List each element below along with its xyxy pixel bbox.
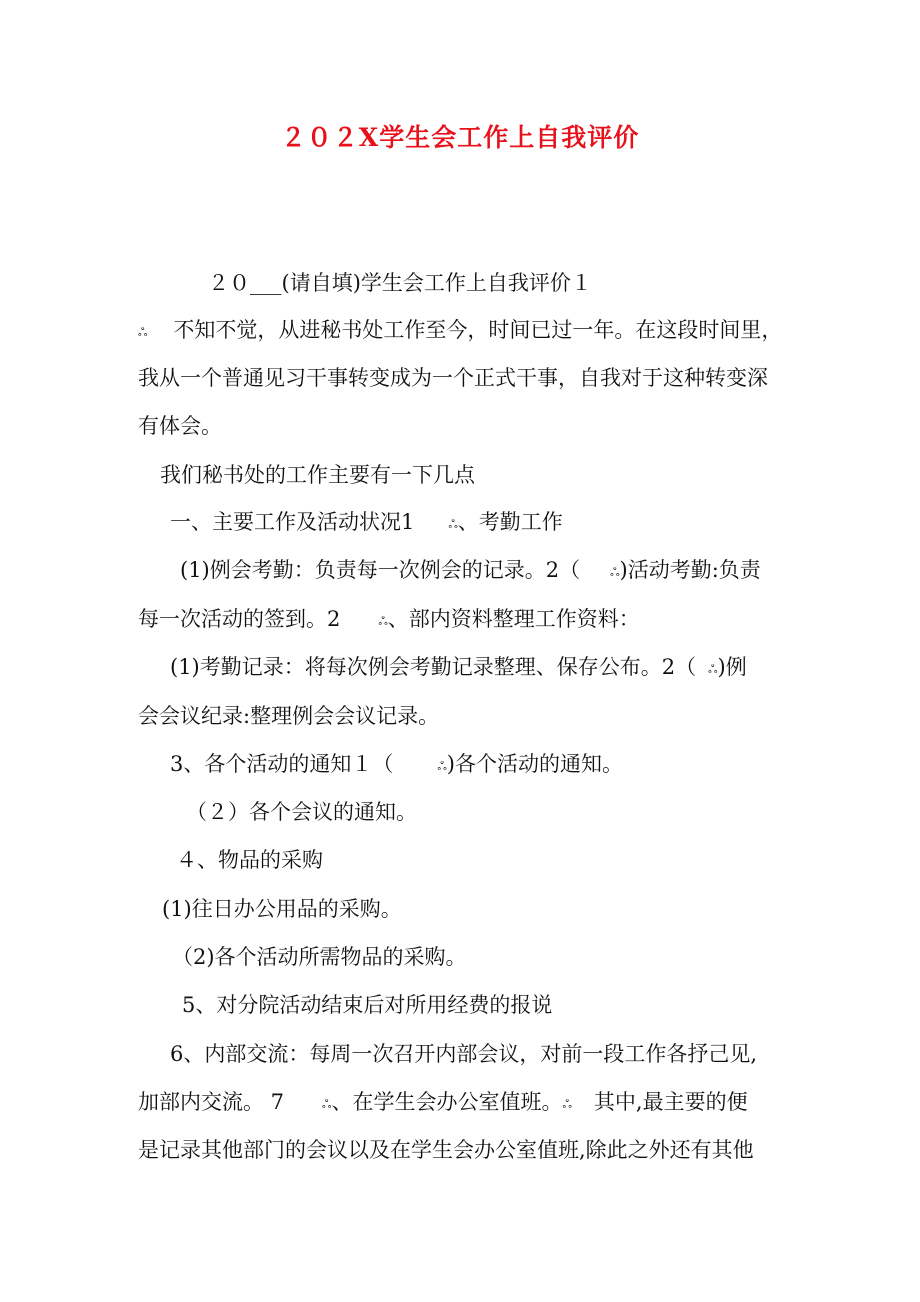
bullet-symbol-icon: ஃ: [562, 1096, 572, 1111]
paragraph-line: 我从一个普通见习干事转变成为一个正式干事，自我对于这种转变深: [138, 366, 768, 390]
paragraph-line: ஃ 不知不觉，从进秘书处工作至今，时间已过一年。在这段时间里，: [138, 315, 782, 347]
paragraph-line: 加部内交流。 7 ஃ、在学生会办公室值班。ஃ 其中,最主要的便: [138, 1087, 748, 1119]
list-item: 一、主要工作及活动状况1 ஃ、考勤工作: [170, 507, 563, 539]
list-item: (1)例会考勤：负责每一次例会的记录。2（ ஃ)活动考勤:负责: [180, 555, 761, 587]
paragraph-line: 每一次活动的签到。2 ஃ、部内资料整理工作资料：: [138, 604, 640, 636]
list-item: （２）各个会议的通知。: [186, 800, 417, 824]
list-item: ４、物品的采购: [176, 848, 323, 872]
paragraph-line: 我们秘书处的工作主要有一下几点: [160, 463, 475, 487]
paragraph-line: 会会议纪录:整理例会会议记录。: [138, 704, 440, 728]
paragraph-line: 是记录其他部门的会议以及在学生会办公室值班,除此之外还有其他: [138, 1138, 754, 1162]
bullet-symbol-icon: ஃ: [448, 516, 458, 531]
list-item: 3、各个活动的通知１（ ஃ)各个活动的通知。: [170, 749, 623, 781]
list-item: (1)往日办公用品的采购。: [162, 897, 402, 921]
bullet-symbol-icon: ஃ: [708, 661, 718, 676]
bullet-symbol-icon: ஃ: [610, 564, 620, 579]
list-item: 6、内部交流：每周一次召开内部会议，对前一段工作各抒己见,: [170, 1042, 758, 1066]
list-item: 5、对分院活动结束后对所用经费的报说: [182, 993, 553, 1017]
bullet-symbol-icon: ஃ: [378, 613, 388, 628]
document-title: ２０２X学生会工作上自我评价: [280, 123, 640, 152]
paragraph-line: 有体会。: [138, 414, 222, 438]
list-item: （2)各个活动所需物品的采购。: [172, 945, 467, 969]
bullet-symbol-icon: ஃ: [437, 758, 447, 773]
bullet-symbol-icon: ஃ: [322, 1096, 332, 1111]
list-item: (1)考勤记录：将每次例会考勤记录整理、保存公布。2（ ஃ)例: [170, 652, 747, 684]
section-heading: ２０___(请自填)学生会工作上自我评价１: [208, 271, 592, 295]
bullet-symbol-icon: ஃ: [138, 324, 148, 339]
